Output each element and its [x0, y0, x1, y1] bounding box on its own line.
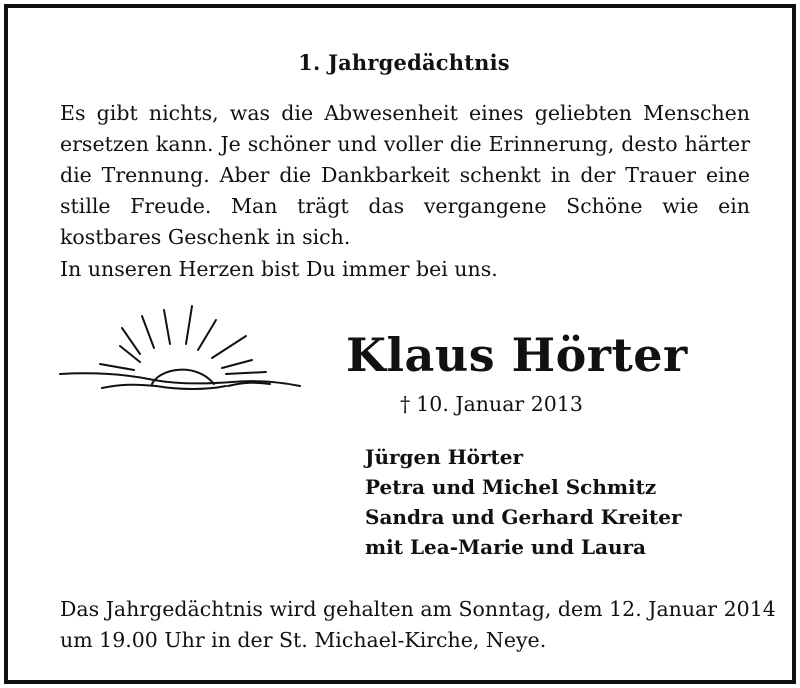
service-notice-line-2: um 19.00 Uhr in der St. Michael-Kirche, Neye. [60, 628, 547, 652]
page-title: 1. Jahrgedächtnis [298, 50, 510, 75]
service-notice [60, 594, 776, 656]
obituary-frame [4, 4, 796, 684]
mourner-item: mit Lea-Marie und Laura [365, 535, 647, 559]
mourner-item: Sandra und Gerhard Kreiter [365, 505, 682, 529]
memorial-poem: Es gibt nichts, was die Abwesenheit eines geliebten Menschen ersetzen kann. Je schöner und voller die Erinnerung, desto härter die Trennung. Aber die Dankbarkeit schenkt in der Trauer eine stille Freude. Man trägt das vergangene Schöne wie ein kostbares Geschenk in sich. [60, 101, 750, 249]
mourner-item: Petra und Michel Schmitz [365, 475, 657, 499]
deceased-name: Klaus Hörter [346, 328, 688, 382]
memorial-closing-line: In unseren Herzen bist Du immer bei uns. [60, 257, 498, 281]
death-date-line [400, 392, 583, 416]
service-notice-line-1: Das Jahrgedächtnis wird gehalten am Sonntag, dem 12. Januar 2014 [60, 597, 776, 621]
mourner-item: Jürgen Hörter [365, 445, 524, 469]
mourners-list [365, 442, 681, 562]
setting-sun-icon [56, 298, 308, 398]
cross-icon: † [400, 392, 411, 416]
death-date: 10. Januar 2013 [416, 392, 583, 416]
